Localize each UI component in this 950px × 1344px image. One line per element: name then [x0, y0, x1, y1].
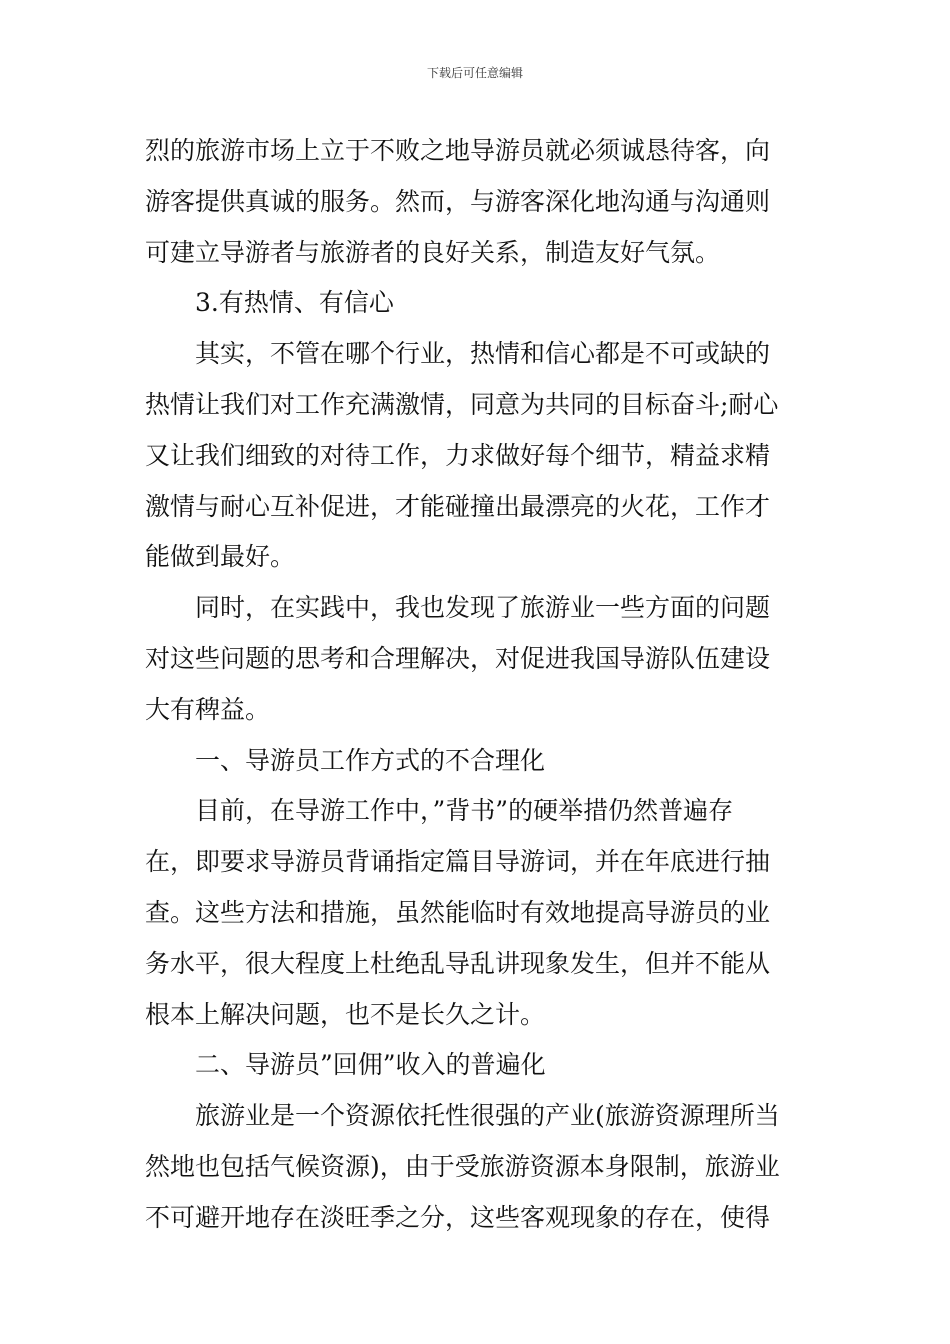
text-line: 在，即要求导游员背诵指定篇目导游词，并在年底进行抽 — [145, 847, 771, 877]
text-line: 务水平，很大程度上杜绝乱导乱讲现象发生，但并不能从 — [145, 948, 771, 978]
text-line: 大有稗益。 — [145, 694, 271, 724]
text-line: 能做到最好。 — [145, 542, 296, 572]
text-line: 可建立导游者与旅游者的良好关系，制造友好气氛。 — [145, 237, 721, 267]
text-line: 热情让我们对工作充满激情，同意为共同的目标奋斗;耐心 — [145, 389, 779, 419]
text-line: 旅游业是一个资源依托性很强的产业(旅游资源理所当 — [195, 1101, 780, 1131]
text-line: 其实，不管在哪个行业，热情和信心都是不可或缺的 — [195, 339, 771, 369]
page-header: 下载后可任意编辑 — [426, 66, 523, 80]
text-line: 又让我们细致的对待工作，力求做好每个细节，精益求精 — [145, 440, 771, 470]
text-line: 不可避开地存在淡旺季之分，这些客观现象的存在，使得 — [145, 1202, 771, 1232]
text-line: 一、导游员工作方式的不合理化 — [195, 745, 546, 775]
text-line: 同时，在实践中，我也发现了旅游业一些方面的问题 — [195, 593, 771, 623]
text-line: 激情与耐心互补促进，才能碰撞出最漂亮的火花，工作才 — [145, 491, 771, 521]
text-line: 目前，在导游工作中，”背书”的硬举措仍然普遍存 — [195, 796, 734, 826]
text-line: 然地也包括气候资源)，由于受旅游资源本身限制，旅游业 — [145, 1151, 780, 1181]
text-line: 查。这些方法和措施，虽然能临时有效地提高导游员的业 — [145, 897, 771, 927]
text-line: 二、导游员”回佣”收入的普遍化 — [195, 1050, 546, 1080]
text-line: 烈的旅游市场上立于不败之地导游员就必须诚恳待客，向 — [145, 136, 771, 165]
text-line: 对这些问题的思考和合理解决，对促进我国导游队伍建设 — [145, 643, 771, 673]
text-line: 根本上解决问题，也不是长久之计。 — [145, 999, 546, 1029]
document-body — [145, 126, 809, 1244]
text-line: 游客提供真诚的服务。然而，与游客深化地沟通与沟通则 — [145, 186, 771, 216]
text-line: 3.有热情、有信心 — [195, 288, 394, 318]
